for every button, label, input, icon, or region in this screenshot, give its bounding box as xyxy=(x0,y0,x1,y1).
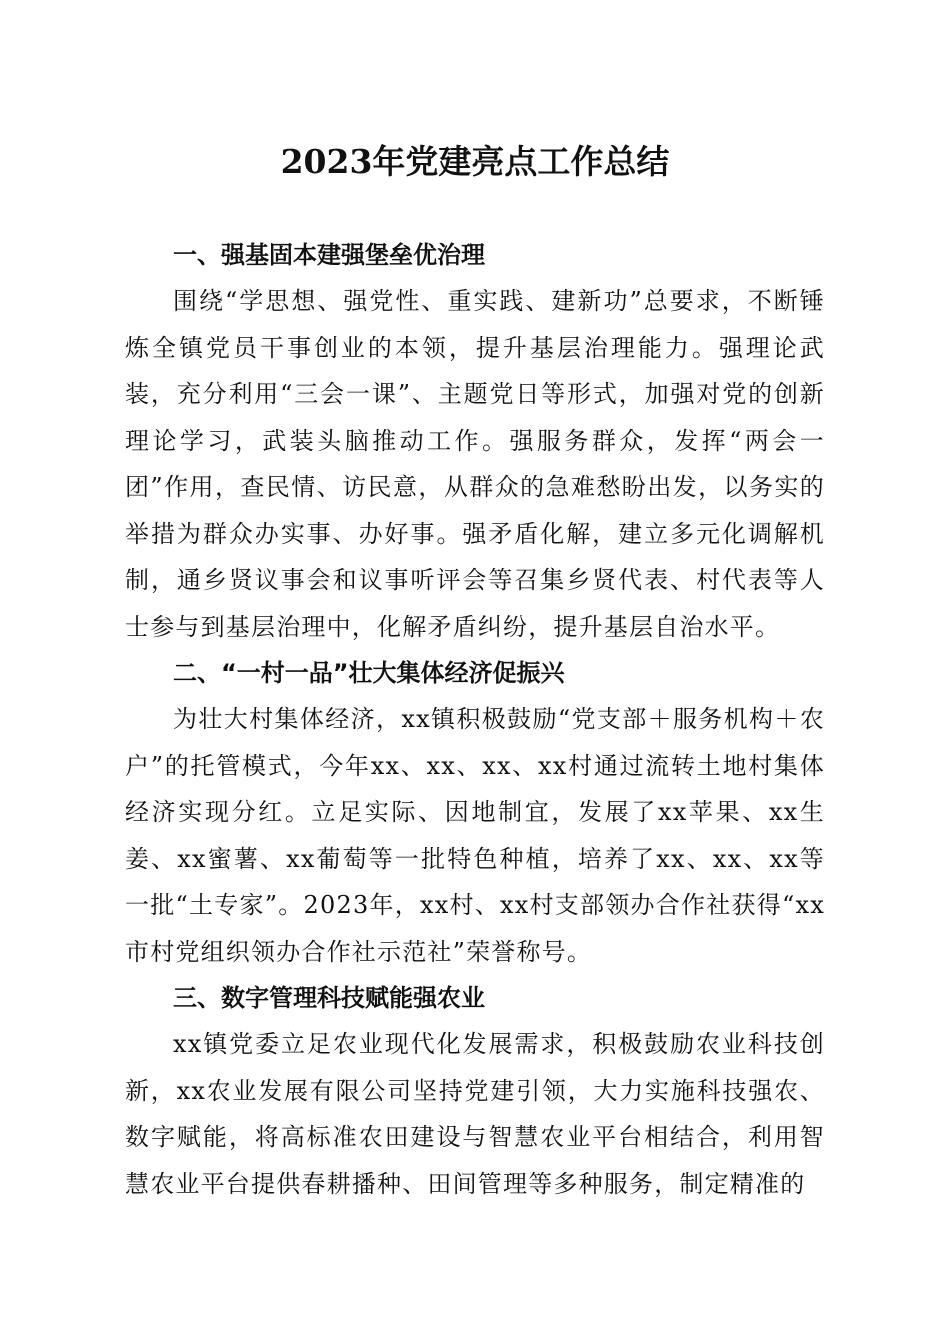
section-1 xyxy=(125,232,825,650)
section-heading: 三、数字管理科技赋能强农业 xyxy=(173,984,485,1012)
section-paragraph: 为壮大村集体经济，xx镇积极鼓励“党支部＋服务机构＋农户”的托管模式，今年xx、xx、xx、xx村通过流转土地村集体经济实现分红。立足实际、因地制宜，发展了xx苹果、xx生姜、xx蜜薯、xx葡萄等一批特色种植，培养了xx、xx、xx等一批“土专家”。2023年，xx村、xx村支部领办合作社获得“xx市村党组织领办合作社示范社”荣誉称号。 xyxy=(125,705,825,966)
section-3 xyxy=(125,975,825,1207)
section-heading: 一、强基固本建强堡垒优治理 xyxy=(173,241,485,269)
document-body xyxy=(125,232,825,1207)
section-paragraph: 围绕“学思想、强党性、重实践、建新功”总要求，不断锤炼全镇党员干事创业的本领，提升基层治理能力。强理论武装，充分利用“三会一课”、主题党日等形式，加强对党的创新理论学习，武装头脑推动工作。强服务群众，发挥“两会一团”作用，查民情、访民意，从群众的急难愁盼出发，以务实的举措为群众办实事、办好事。强矛盾化解，建立多元化调解机制，通乡贤议事会和议事听评会等召集乡贤代表、村代表等人士参与到基层治理中，化解矛盾纠纷，提升基层自治水平。 xyxy=(125,287,825,641)
section-paragraph: xx镇党委立足农业现代化发展需求，积极鼓励农业科技创新，xx农业发展有限公司坚持党建引领，大力实施科技强农、数字赋能，将高标准农田建设与智慧农业平台相结合，利用智慧农业平台提供春耕播种、田间管理等多种服务，制定精准的 xyxy=(125,1030,825,1198)
section-2 xyxy=(125,650,825,975)
document-title: 2023年党建亮点工作总结 xyxy=(280,142,670,181)
section-heading: 二、“一村一品”壮大集体经济促振兴 xyxy=(173,659,565,687)
